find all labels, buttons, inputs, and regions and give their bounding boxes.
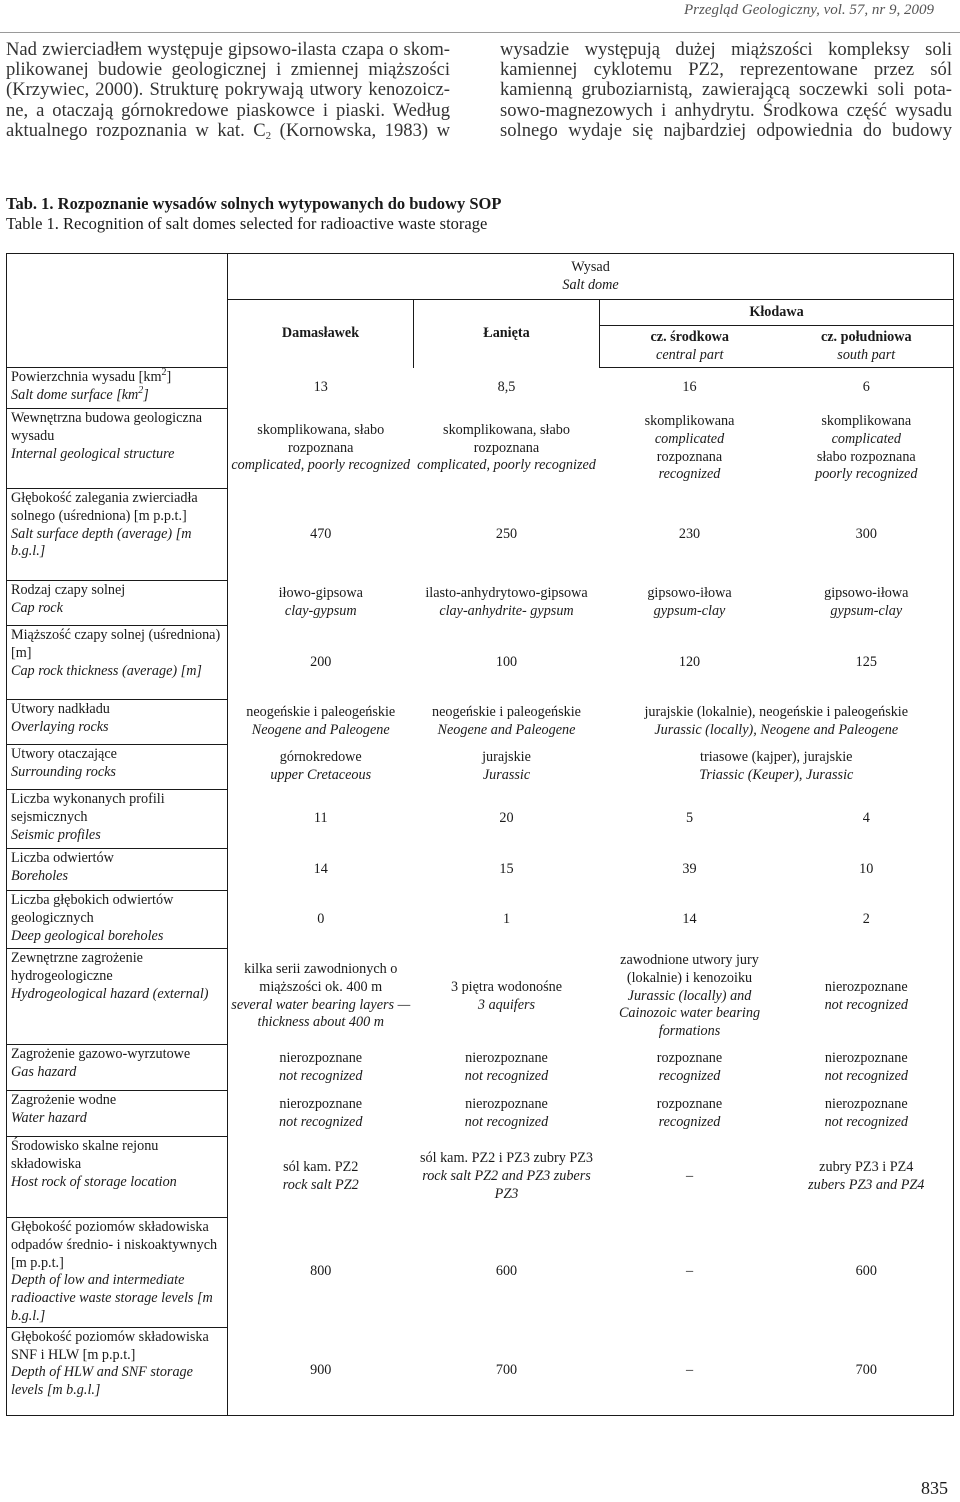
row-label-pl: Rodzaj czapy solnej bbox=[11, 582, 126, 598]
cell-value: 15 bbox=[499, 860, 514, 877]
cell-value bbox=[414, 949, 600, 1045]
cell-pl: nierozpoznane bbox=[824, 1095, 908, 1112]
cell-en: Jurassic (locally) and Cainozoic water bearing formations bbox=[618, 987, 761, 1040]
cell-value: 13 bbox=[313, 379, 328, 396]
body-text-left-column bbox=[6, 40, 450, 141]
cell-value bbox=[228, 581, 414, 626]
text-line: plikowanej budowie geologicznej i zmiennej miąższości bbox=[6, 59, 450, 81]
cell-en: rock salt PZ2 and PZ3 zubers PZ3 bbox=[422, 1168, 591, 1202]
row-label-en bbox=[11, 384, 225, 405]
text-line: sowo-magnezowych i anhydrytu. Środkowa część wysadu bbox=[500, 99, 952, 121]
cell-pl: kilka serii zawodnionych o miąższości ok. 400 m bbox=[244, 960, 398, 995]
cell-pl: rozpoznane bbox=[656, 1049, 723, 1066]
label-text: Salt dome surface [km bbox=[11, 386, 139, 403]
cell-value bbox=[228, 949, 414, 1045]
row-label-en: Surrounding rocks bbox=[11, 763, 116, 780]
cell-value bbox=[414, 1045, 600, 1091]
cell-value: 200 bbox=[310, 653, 332, 670]
cell-pl: skomplikowana, słabo rozpoznana bbox=[257, 421, 385, 456]
cell-pl: neogeńskie i paleogeńskie bbox=[246, 704, 396, 721]
row-label-pl: Miąższość czapy solnej (uśredniona) [m] bbox=[11, 627, 221, 661]
cell-pl: zawodnione utwory jury (lokalnie) i kenozoiku bbox=[620, 952, 759, 986]
cell-value: 4 bbox=[780, 790, 954, 849]
cell-en: Jurassic bbox=[482, 767, 531, 783]
cell-value: 0 bbox=[317, 910, 325, 927]
row-label-en: Overlaying rocks bbox=[11, 718, 109, 735]
table-row bbox=[7, 849, 954, 891]
cell-value bbox=[780, 1045, 954, 1091]
cell-value: 600 bbox=[495, 1263, 518, 1280]
cell-value bbox=[600, 581, 780, 626]
row-label-host-rock bbox=[7, 1137, 228, 1218]
cell-value bbox=[414, 745, 600, 790]
row-label-en: Depth of low and intermediate radioactive waste storage levels [m b.g.l.] bbox=[11, 1272, 213, 1324]
cell-value bbox=[780, 409, 954, 489]
column-header-damaslawek: Damasławek bbox=[228, 300, 414, 368]
cell-en: zubers PZ3 and PZ4 bbox=[808, 1177, 925, 1193]
cell-en: not recognized bbox=[279, 1067, 363, 1084]
cell-en: rock salt PZ2 bbox=[282, 1177, 359, 1193]
row-label-en: Hydrogeological hazard (external) bbox=[11, 985, 209, 1002]
text-line: kamiennej cyklotemu PZ2, reprezentowane przez sól bbox=[500, 59, 952, 81]
cell-pl: triasowe (kajper), jurajskie bbox=[700, 749, 853, 766]
row-label-structure bbox=[7, 409, 228, 489]
cell-value: 39 bbox=[682, 860, 697, 877]
cell-value bbox=[780, 581, 954, 626]
row-label-pl: Wewnętrzna budowa geologiczna wysadu bbox=[11, 410, 203, 444]
table-row bbox=[7, 790, 954, 849]
cell-pl: skomplikowana bbox=[644, 412, 735, 429]
cell-value bbox=[414, 409, 600, 489]
cell-pl: nierozpoznane bbox=[279, 1095, 363, 1112]
cell-en: Neogene and Paleogene bbox=[251, 722, 390, 738]
row-label-en: Water hazard bbox=[11, 1109, 87, 1126]
cell-value bbox=[228, 1137, 414, 1218]
table-row bbox=[7, 891, 954, 949]
cell-pl: gipsowo-iłowa bbox=[647, 585, 732, 602]
text-fragment: (Kornowska, 1983) w bbox=[271, 119, 450, 141]
table-row bbox=[7, 700, 954, 745]
body-text-right-column bbox=[500, 40, 952, 141]
cell-value: 10 bbox=[780, 849, 954, 891]
cell-value: 250 bbox=[495, 525, 518, 542]
cell-pl: nierozpoznane bbox=[824, 1049, 908, 1066]
south-part-pl: cz. południowa bbox=[820, 328, 912, 345]
cell-value: 5 bbox=[685, 810, 694, 827]
cell-value: 900 bbox=[228, 1327, 414, 1415]
cell-value bbox=[414, 700, 600, 745]
cell-en: complicated, poorly recognized bbox=[231, 457, 411, 474]
text-line: wysadzie występują dużej miąższości kompleksy soli bbox=[500, 39, 952, 60]
cell-pl: rozpoznane bbox=[656, 1095, 723, 1112]
cell-pl: jurajskie bbox=[482, 749, 531, 766]
cell-value bbox=[600, 409, 780, 489]
row-label-pl: Zewnętrzne zagrożenie hydrogeologiczne bbox=[11, 950, 143, 984]
cell-pl: nierozpoznane bbox=[279, 1049, 363, 1066]
cell-value: 6 bbox=[780, 368, 954, 409]
row-label-seismic bbox=[7, 790, 228, 849]
row-label-gas-hazard bbox=[7, 1045, 228, 1091]
row-label-en: Gas hazard bbox=[11, 1063, 77, 1080]
cell-pl: gipsowo-iłowa bbox=[824, 585, 909, 602]
row-label-hydro-hazard bbox=[7, 949, 228, 1045]
cell-value: 600 bbox=[780, 1218, 954, 1328]
table-row bbox=[7, 1327, 954, 1415]
text-fragment: aktualnego rozpoznania w kat. C bbox=[6, 119, 266, 141]
group-header-salt-dome bbox=[228, 254, 954, 300]
cell-en: several water bearing layers — thickness about 400 m bbox=[231, 996, 411, 1031]
table-caption bbox=[6, 194, 501, 234]
table-row bbox=[7, 489, 954, 581]
cell-en: not recognized bbox=[824, 1113, 908, 1130]
cell-value bbox=[228, 745, 414, 790]
cell-en: clay-gypsum bbox=[284, 603, 357, 619]
cell-value bbox=[600, 1091, 780, 1137]
row-label-en: Host rock of storage location bbox=[11, 1173, 177, 1190]
cell-pl: ilasto-anhydrytowo-gipsowa bbox=[425, 585, 588, 602]
row-label-pl: Utwory nadkładu bbox=[11, 701, 110, 717]
cell-value: 300 bbox=[780, 489, 954, 581]
cell-value bbox=[600, 949, 780, 1045]
cell-value: 11 bbox=[313, 810, 328, 827]
row-label-cap-thickness bbox=[7, 626, 228, 700]
cell-en: gypsum-clay bbox=[830, 603, 903, 619]
cell-value bbox=[600, 1045, 780, 1091]
row-label-deep-boreholes bbox=[7, 891, 228, 949]
cell-en: recognized bbox=[658, 1113, 721, 1130]
cell-value: – bbox=[685, 1168, 694, 1185]
row-label-cap-rock bbox=[7, 581, 228, 626]
cell-en: recognized bbox=[658, 466, 721, 483]
cell-pl: górnokredowe bbox=[279, 749, 362, 766]
salt-dome-table bbox=[6, 253, 954, 1416]
cell-pl: zubry PZ3 i PZ4 bbox=[819, 1159, 914, 1176]
table-row bbox=[7, 409, 954, 489]
row-label-en: Depth of HLW and SNF storage levels [m b.g.l.] bbox=[11, 1364, 193, 1399]
table-row bbox=[7, 1091, 954, 1137]
text-line: (Krzywiec, 2000). Strukturę pokrywają utwory kenozoicz- bbox=[6, 79, 450, 101]
column-header-south-part bbox=[780, 326, 954, 368]
cell-pl: skomplikowana, słabo rozpoznana bbox=[443, 421, 570, 456]
cell-pl: 3 piętra wodonośne bbox=[450, 978, 563, 995]
row-label-pl: Zagrożenie gazowo-wyrzutowe bbox=[11, 1046, 191, 1062]
stub-header bbox=[7, 254, 228, 368]
cell-value bbox=[414, 581, 600, 626]
cell-value: 800 bbox=[310, 1263, 332, 1280]
page-number: 835 bbox=[921, 1478, 948, 1498]
cell-pl: nierozpoznane bbox=[465, 1095, 548, 1112]
label-text: Powierzchnia wysadu [km bbox=[11, 369, 162, 385]
row-label-boreholes bbox=[7, 849, 228, 891]
table-row bbox=[7, 1045, 954, 1091]
cell-en: 3 aquifers bbox=[477, 996, 536, 1013]
row-label-pl: Głębokość poziomów składowiska odpadów średnio- i niskoaktywnych [m p.p.t.] bbox=[11, 1219, 218, 1271]
label-text: ] bbox=[143, 386, 149, 403]
row-label-en: Seismic profiles bbox=[11, 826, 101, 843]
table-row bbox=[7, 949, 954, 1045]
cell-value: – bbox=[685, 1263, 694, 1280]
cell-value bbox=[228, 1045, 414, 1091]
column-header-central-part bbox=[600, 326, 780, 368]
row-label-en: Internal geological structure bbox=[11, 445, 175, 462]
cell-pl: słabo rozpoznana bbox=[816, 448, 916, 465]
cell-value bbox=[780, 1137, 954, 1218]
text-line: kamienną gruboziarnistą, zawierającą soczewki soli pota- bbox=[500, 79, 952, 101]
cell-en: Jurassic (locally), Neogene and Paleogene bbox=[654, 722, 899, 738]
table-row bbox=[7, 1137, 954, 1218]
table-row bbox=[7, 368, 954, 409]
row-label-overlaying bbox=[7, 700, 228, 745]
group-header-pl: Wysad bbox=[571, 258, 610, 275]
superscript: 2 bbox=[138, 384, 144, 396]
cell-pl: nierozpoznane bbox=[465, 1049, 548, 1066]
table-row bbox=[7, 626, 954, 700]
row-label-hlw-depth bbox=[7, 1327, 228, 1415]
cell-en: complicated bbox=[831, 430, 901, 447]
table-caption-english: Table 1. Recognition of salt domes selected for radioactive waste storage bbox=[6, 214, 488, 233]
cell-value: 230 bbox=[678, 525, 701, 542]
row-label-surface bbox=[7, 368, 228, 409]
row-label-en: Cap rock thickness (average) [m] bbox=[11, 662, 202, 679]
cell-en: not recognized bbox=[279, 1113, 363, 1130]
row-label-pl bbox=[11, 369, 225, 387]
cell-value: 700 bbox=[414, 1327, 600, 1415]
cell-en: gypsum-clay bbox=[653, 603, 726, 619]
cell-value bbox=[600, 745, 954, 790]
table-row bbox=[7, 581, 954, 626]
cell-value: 120 bbox=[678, 653, 701, 670]
row-label-pl: Liczba wykonanych profili sejsmicznych bbox=[11, 791, 165, 825]
group-header-en: Salt dome bbox=[562, 276, 619, 293]
cell-value: 1 bbox=[502, 910, 511, 927]
cell-en: not recognized bbox=[824, 996, 908, 1013]
central-part-en: central part bbox=[656, 346, 724, 363]
cell-value: 14 bbox=[313, 860, 328, 877]
label-text: ] bbox=[166, 369, 172, 385]
table-caption-polish: Tab. 1. Rozpoznanie wysadów solnych wytypowanych do budowy SOP bbox=[6, 194, 502, 213]
cell-pl: jurajskie (lokalnie), neogeńskie i paleogeńskie bbox=[644, 704, 909, 721]
table-row bbox=[7, 745, 954, 790]
cell-value: 8,5 bbox=[497, 379, 516, 396]
cell-value: 125 bbox=[780, 626, 954, 700]
cell-pl: sól kam. PZ2 i PZ3 zubry PZ3 bbox=[419, 1150, 593, 1167]
text-line: ne, a otaczają górnokredowe piaskowce i piaski. Według bbox=[6, 99, 450, 121]
row-label-pl: Środowisko skalne rejonu składowiska bbox=[11, 1138, 159, 1172]
cell-pl: rozpoznana bbox=[656, 448, 723, 465]
journal-header bbox=[0, 0, 960, 33]
cell-en: not recognized bbox=[464, 1113, 549, 1130]
cell-value bbox=[228, 700, 414, 745]
row-label-en: Boreholes bbox=[11, 867, 68, 884]
text-line: Nad zwierciadłem występuje gipsowo-ilasta czapa o skom- bbox=[6, 39, 450, 60]
cell-pl: nierozpoznane bbox=[824, 978, 908, 995]
cell-pl: iłowo-gipsowa bbox=[278, 585, 363, 602]
superscript: 2 bbox=[161, 367, 167, 378]
cell-value bbox=[228, 409, 414, 489]
cell-value bbox=[780, 949, 954, 1045]
cell-en: complicated bbox=[654, 430, 725, 447]
cell-en: not recognized bbox=[464, 1067, 549, 1084]
row-label-pl: Liczba głębokich odwiertów geologicznych bbox=[11, 892, 174, 926]
south-part-en: south part bbox=[837, 346, 896, 363]
table-row bbox=[7, 1218, 954, 1328]
cell-en: not recognized bbox=[824, 1067, 908, 1084]
row-label-pl: Głębokość zalegania zwierciadła solnego (uśredniona) [m p.p.t.] bbox=[11, 490, 198, 524]
row-label-salt-depth bbox=[7, 489, 228, 581]
cell-value: 2 bbox=[780, 891, 954, 949]
cell-pl: sól kam. PZ2 bbox=[283, 1159, 359, 1176]
row-label-en: Deep geological boreholes bbox=[11, 927, 164, 944]
central-part-pl: cz. środkowa bbox=[650, 328, 730, 345]
column-header-klodawa: Kłodawa bbox=[600, 300, 954, 326]
row-label-pl: Głębokość poziomów składowiska SNF i HLW [m p.p.t.] bbox=[11, 1328, 209, 1363]
row-label-pl: Utwory otaczające bbox=[11, 746, 117, 762]
cell-value: – bbox=[600, 1327, 780, 1415]
cell-value bbox=[414, 1091, 600, 1137]
cell-en: recognized bbox=[658, 1067, 721, 1084]
cell-value: 700 bbox=[780, 1327, 954, 1415]
column-header-lanieta: Łanięta bbox=[414, 300, 600, 368]
journal-name: Przegląd Geologiczny, vol. 57, nr 9, 2009 bbox=[684, 2, 934, 18]
cell-value bbox=[228, 1091, 414, 1137]
cell-value bbox=[600, 700, 954, 745]
text-line bbox=[6, 121, 450, 141]
cell-pl: skomplikowana bbox=[821, 412, 912, 429]
cell-value: 16 bbox=[682, 379, 697, 396]
row-label-en: Cap rock bbox=[11, 599, 63, 616]
row-label-pl: Zagrożenie wodne bbox=[11, 1092, 117, 1108]
cell-en: poorly recognized bbox=[815, 466, 918, 483]
cell-en: complicated, poorly recognized bbox=[417, 457, 596, 474]
cell-en: clay-anhydrite- gypsum bbox=[439, 603, 574, 619]
cell-value bbox=[414, 1137, 600, 1218]
cell-value bbox=[780, 1091, 954, 1137]
cell-en: Neogene and Paleogene bbox=[437, 722, 576, 738]
cell-value: 100 bbox=[495, 653, 518, 670]
cell-en: upper Cretaceous bbox=[270, 767, 372, 783]
cell-en: Triassic (Keuper), Jurassic bbox=[699, 767, 854, 783]
row-label-pl: Liczba odwiertów bbox=[11, 850, 114, 866]
cell-pl: neogeńskie i paleogeńskie bbox=[432, 704, 581, 721]
row-label-surrounding bbox=[7, 745, 228, 790]
text-line: solnego wydaje się najbardziej odpowiednia do budowy bbox=[500, 119, 952, 141]
row-label-lilw-depth bbox=[7, 1218, 228, 1328]
cell-value: 14 bbox=[682, 910, 697, 927]
subscript: 2 bbox=[265, 129, 272, 142]
row-label-en: Salt surface depth (average) [m b.g.l.] bbox=[11, 525, 192, 560]
row-label-water-hazard bbox=[7, 1091, 228, 1137]
cell-value: 20 bbox=[499, 810, 514, 827]
cell-value: 470 bbox=[310, 525, 332, 542]
